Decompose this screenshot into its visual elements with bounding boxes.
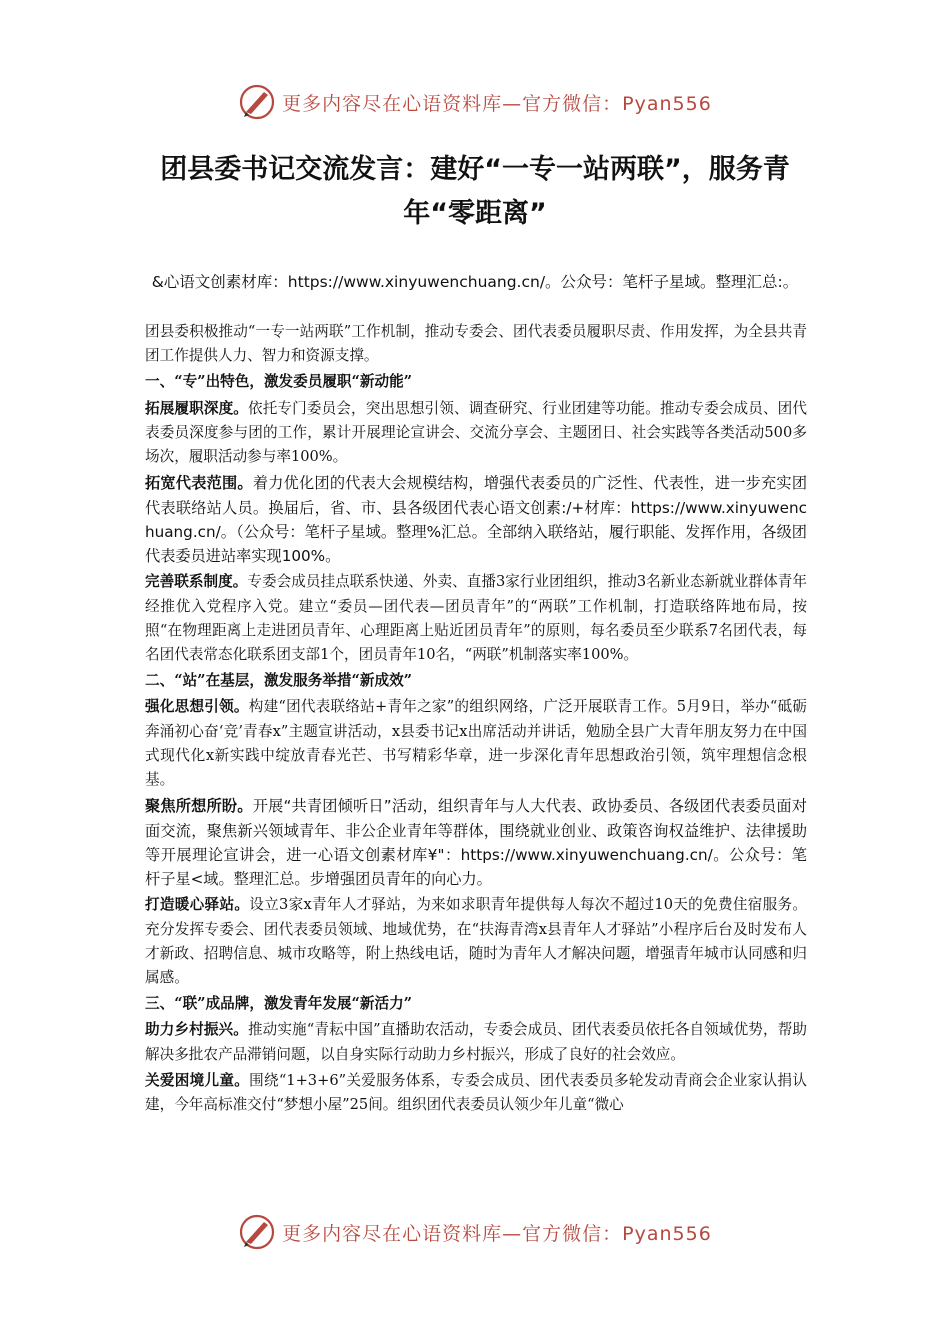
paragraph-lead: 打造暖心驿站。	[145, 896, 250, 914]
paragraph	[145, 1018, 807, 1066]
article-body	[145, 320, 807, 1119]
footer-banner	[0, 1212, 950, 1252]
paragraph	[145, 893, 807, 990]
banner-text: 更多内容尽在心语资料库—官方微信：Pyan556	[282, 1222, 712, 1245]
paragraph	[145, 570, 807, 667]
paragraph-text: 围绕“1+3+6”关爱服务体系，专委会成员、团代表委员多轮发动青商会企业家认捐认建，今年高标准交付“梦想小屋”25间。组织团代表委员认领少年儿童“微心	[145, 1071, 807, 1114]
paragraph-lead: 拓宽代表范围。	[145, 474, 253, 493]
paragraph-text: 依托专门委员会，突出思想引领、调查研究、行业团建等功能。推动专委会成员、团代表委员深度参与团的工作，累计开展理论宣讲会、交流分享会、主题团日、社会实践等各类活动500多场次，履职活动参与率100%。	[145, 399, 807, 466]
paragraph	[145, 695, 807, 792]
paragraph-text: 推动实施“青耘中国”直播助农活动，专委会成员、团代表委员依托各自领域优势，帮助解决多批农产品滞销问题，以自身实际行动助力乡村振兴，形成了良好的社会效应。	[145, 1021, 807, 1063]
paragraph-text: 构建“团代表联络站+青年之家”的组织网络，广泛开展联青工作。5月9日，举办“砥砺奔涌初心奋‘竞’青春x”主题宣讲活动，x县委书记x出席活动并讲话，勉励全县广大青年朋友努力在中国式现代化x新实践中绽放青春光芒、书写精彩华章，进一步深化青年思想政治引领，筑牢理想信念根基。	[145, 698, 807, 789]
paragraph-text: 着力优化团的代表大会规模结构，增强代表委员的广泛性、代表性，进一步充实团代表联络站人员。换届后，省、市、县各级团代表心语文创素:/+材库：https://www.xinyuwenchuang.cn/。（公众号：笔杆子星域。整理%汇总。全部纳入联络站，履行职能、发挥作用，各级团代表委员进站率实现100%。	[145, 474, 808, 566]
section-heading-2: 二、“站”在基层，激发服务举措“新成效”	[145, 672, 413, 690]
section-heading-1: 一、“专”出特色，激发委员履职“新动能”	[145, 373, 413, 391]
paragraph-text: 专委会成员挂点联系快递、外卖、直播3家行业团组织，推动3名新业态新就业群体青年经推优入党程序入党。建立“委员—团代表—团员青年”的“两联”工作机制，打造联络阵地布局，按照“在物理距离上走进团员青年、心理距离上贴近团员青年”的原则，每名委员至少联系7名团代表，每名团代表常态化联系团支部1个，团员青年10名，“两联”机制落实率100%。	[145, 573, 807, 664]
paragraph	[145, 397, 807, 470]
source-line: &心语文创素材库：https://www.xinyuwenchuang.cn/。公众号：笔杆子星域。整理汇总:。	[151, 273, 799, 291]
paragraph-lead: 助力乡村振兴。	[145, 1021, 248, 1039]
pen-logo-icon	[238, 1213, 276, 1251]
paragraph	[145, 1069, 807, 1117]
paragraph-text: 设立3家x青年人才驿站，为来如求职青年提供每人每次不超过10天的免费住宿服务。充分发挥专委会、团代表委员领域、地域优势，在“扶海青湾x县青年人才驿站”小程序后台及时发布人才新政、招聘信息、城市攻略等，附上热线电话，随时为青年人才解决问题，增强青年城市认同感和归属感。	[145, 896, 807, 987]
banner-text: 更多内容尽在心语资料库—官方微信：Pyan556	[282, 92, 712, 115]
paragraph-lead: 完善联系制度。	[145, 573, 248, 591]
paragraph	[145, 794, 807, 891]
page-title: 团县委书记交流发言：建好“一专一站两联”，服务青年“零距离”	[160, 154, 790, 229]
pen-logo-icon	[238, 83, 276, 121]
header-banner	[0, 82, 950, 122]
paragraph-lead: 聚焦所想所盼。	[145, 797, 253, 816]
section-heading-3: 三、“联”成品牌，激发青年发展“新活力”	[145, 995, 413, 1013]
paragraph-text: 开展“共青团倾听日”活动，组织青年与人大代表、政协委员、各级团代表委员面对面交流，聚焦新兴领域青年、非公企业青年等群体，围绕就业创业、政策咨询权益维护、法律援助等开展理论宣讲会，进一心语文创素材库¥"：https://www.xinyuwenchuang.cn/。公众号：笔杆子星<域。整理汇总。步增强团员青年的向心力。	[145, 797, 807, 889]
paragraph-lead: 拓展履职深度。	[145, 399, 248, 417]
paragraph-lead: 强化思想引领。	[145, 698, 249, 716]
paragraph-lead: 关爱困境儿童。	[145, 1071, 250, 1089]
paragraph	[145, 471, 807, 568]
intro-paragraph: 团县委积极推动“一专一站两联”工作机制，推动专委会、团代表委员履职尽责、作用发挥，为全县共青团工作提供人力、智力和资源支撑。	[145, 323, 807, 365]
